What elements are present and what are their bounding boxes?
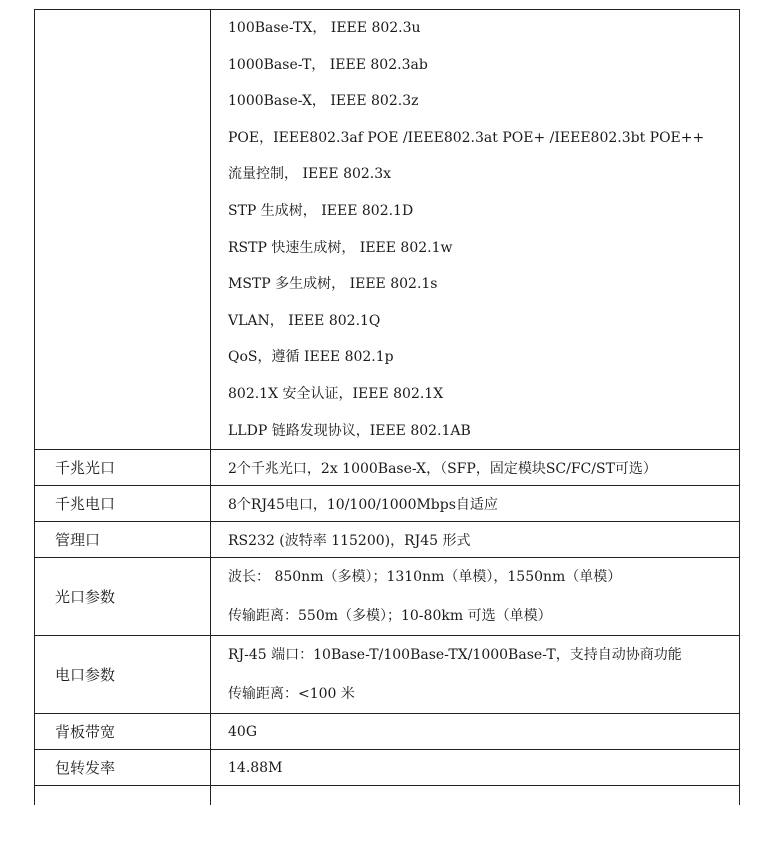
row-value: 2个千兆光口，2x 1000Base-X，（SFP，固定模块SC/FC/ST可选） [211, 450, 740, 486]
row-label: 千兆光口 [35, 450, 211, 486]
standard-item: 1000Base-T， IEEE 802.3ab [228, 56, 428, 73]
row-label: 光口参数 [35, 558, 211, 636]
standards-row [35, 10, 740, 450]
row-value [211, 558, 740, 636]
table-row [35, 450, 740, 486]
row-label: 管理口 [35, 522, 211, 558]
row-label-empty [35, 786, 211, 806]
row-label: 背板带宽 [35, 714, 211, 750]
row-value: 8个RJ45电口，10/100/1000Mbps自适应 [211, 486, 740, 522]
row-label: 电口参数 [35, 636, 211, 714]
standard-item: QoS，遵循 IEEE 802.1p [228, 349, 394, 366]
row-value [211, 636, 740, 714]
standard-item: LLDP 链路发现协议，IEEE 802.1AB [228, 422, 471, 439]
row-value: 14.88M [211, 750, 740, 786]
row-label: 千兆电口 [35, 486, 211, 522]
standard-item: POE，IEEE802.3af POE /IEEE802.3at POE+ /IEEE802.3bt POE++ [228, 129, 705, 146]
row-value-line: 传输距离：<100 米 [228, 685, 355, 702]
standard-item: MSTP 多生成树， IEEE 802.1s [228, 276, 438, 293]
standards-list [211, 10, 740, 450]
row-value: 40G [211, 714, 740, 750]
row-value-line: 传输距离：550m（多模）；10-80km 可选（单模） [228, 607, 552, 624]
standard-item: 100Base-TX， IEEE 802.3u [228, 20, 421, 36]
standard-item: 流量控制， IEEE 802.3x [228, 166, 392, 183]
row-label: 包转发率 [35, 750, 211, 786]
table-row-cutoff [35, 786, 740, 806]
standard-item: 1000Base-X， IEEE 802.3z [228, 93, 419, 110]
table-row [35, 558, 740, 636]
table-row [35, 522, 740, 558]
row-value-line: RJ-45 端口：10Base-T/100Base-TX/1000Base-T，支持自动协商功能 [228, 647, 682, 664]
table-row [35, 636, 740, 714]
standard-item: RSTP 快速生成树， IEEE 802.1w [228, 239, 453, 256]
standard-item: 802.1X 安全认证，IEEE 802.1X [228, 385, 444, 402]
row-value-empty [211, 786, 740, 806]
row-value-line: 波长： 850nm（多模）；1310nm（单模），1550nm（单模） [228, 569, 622, 586]
table-row [35, 486, 740, 522]
spec-table [34, 9, 740, 805]
table-row [35, 750, 740, 786]
standard-item: STP 生成树， IEEE 802.1D [228, 202, 414, 219]
table-row [35, 714, 740, 750]
standards-label-cell [35, 10, 211, 450]
row-value: RS232 (波特率 115200)，RJ45 形式 [211, 522, 740, 558]
standard-item: VLAN， IEEE 802.1Q [228, 312, 381, 329]
